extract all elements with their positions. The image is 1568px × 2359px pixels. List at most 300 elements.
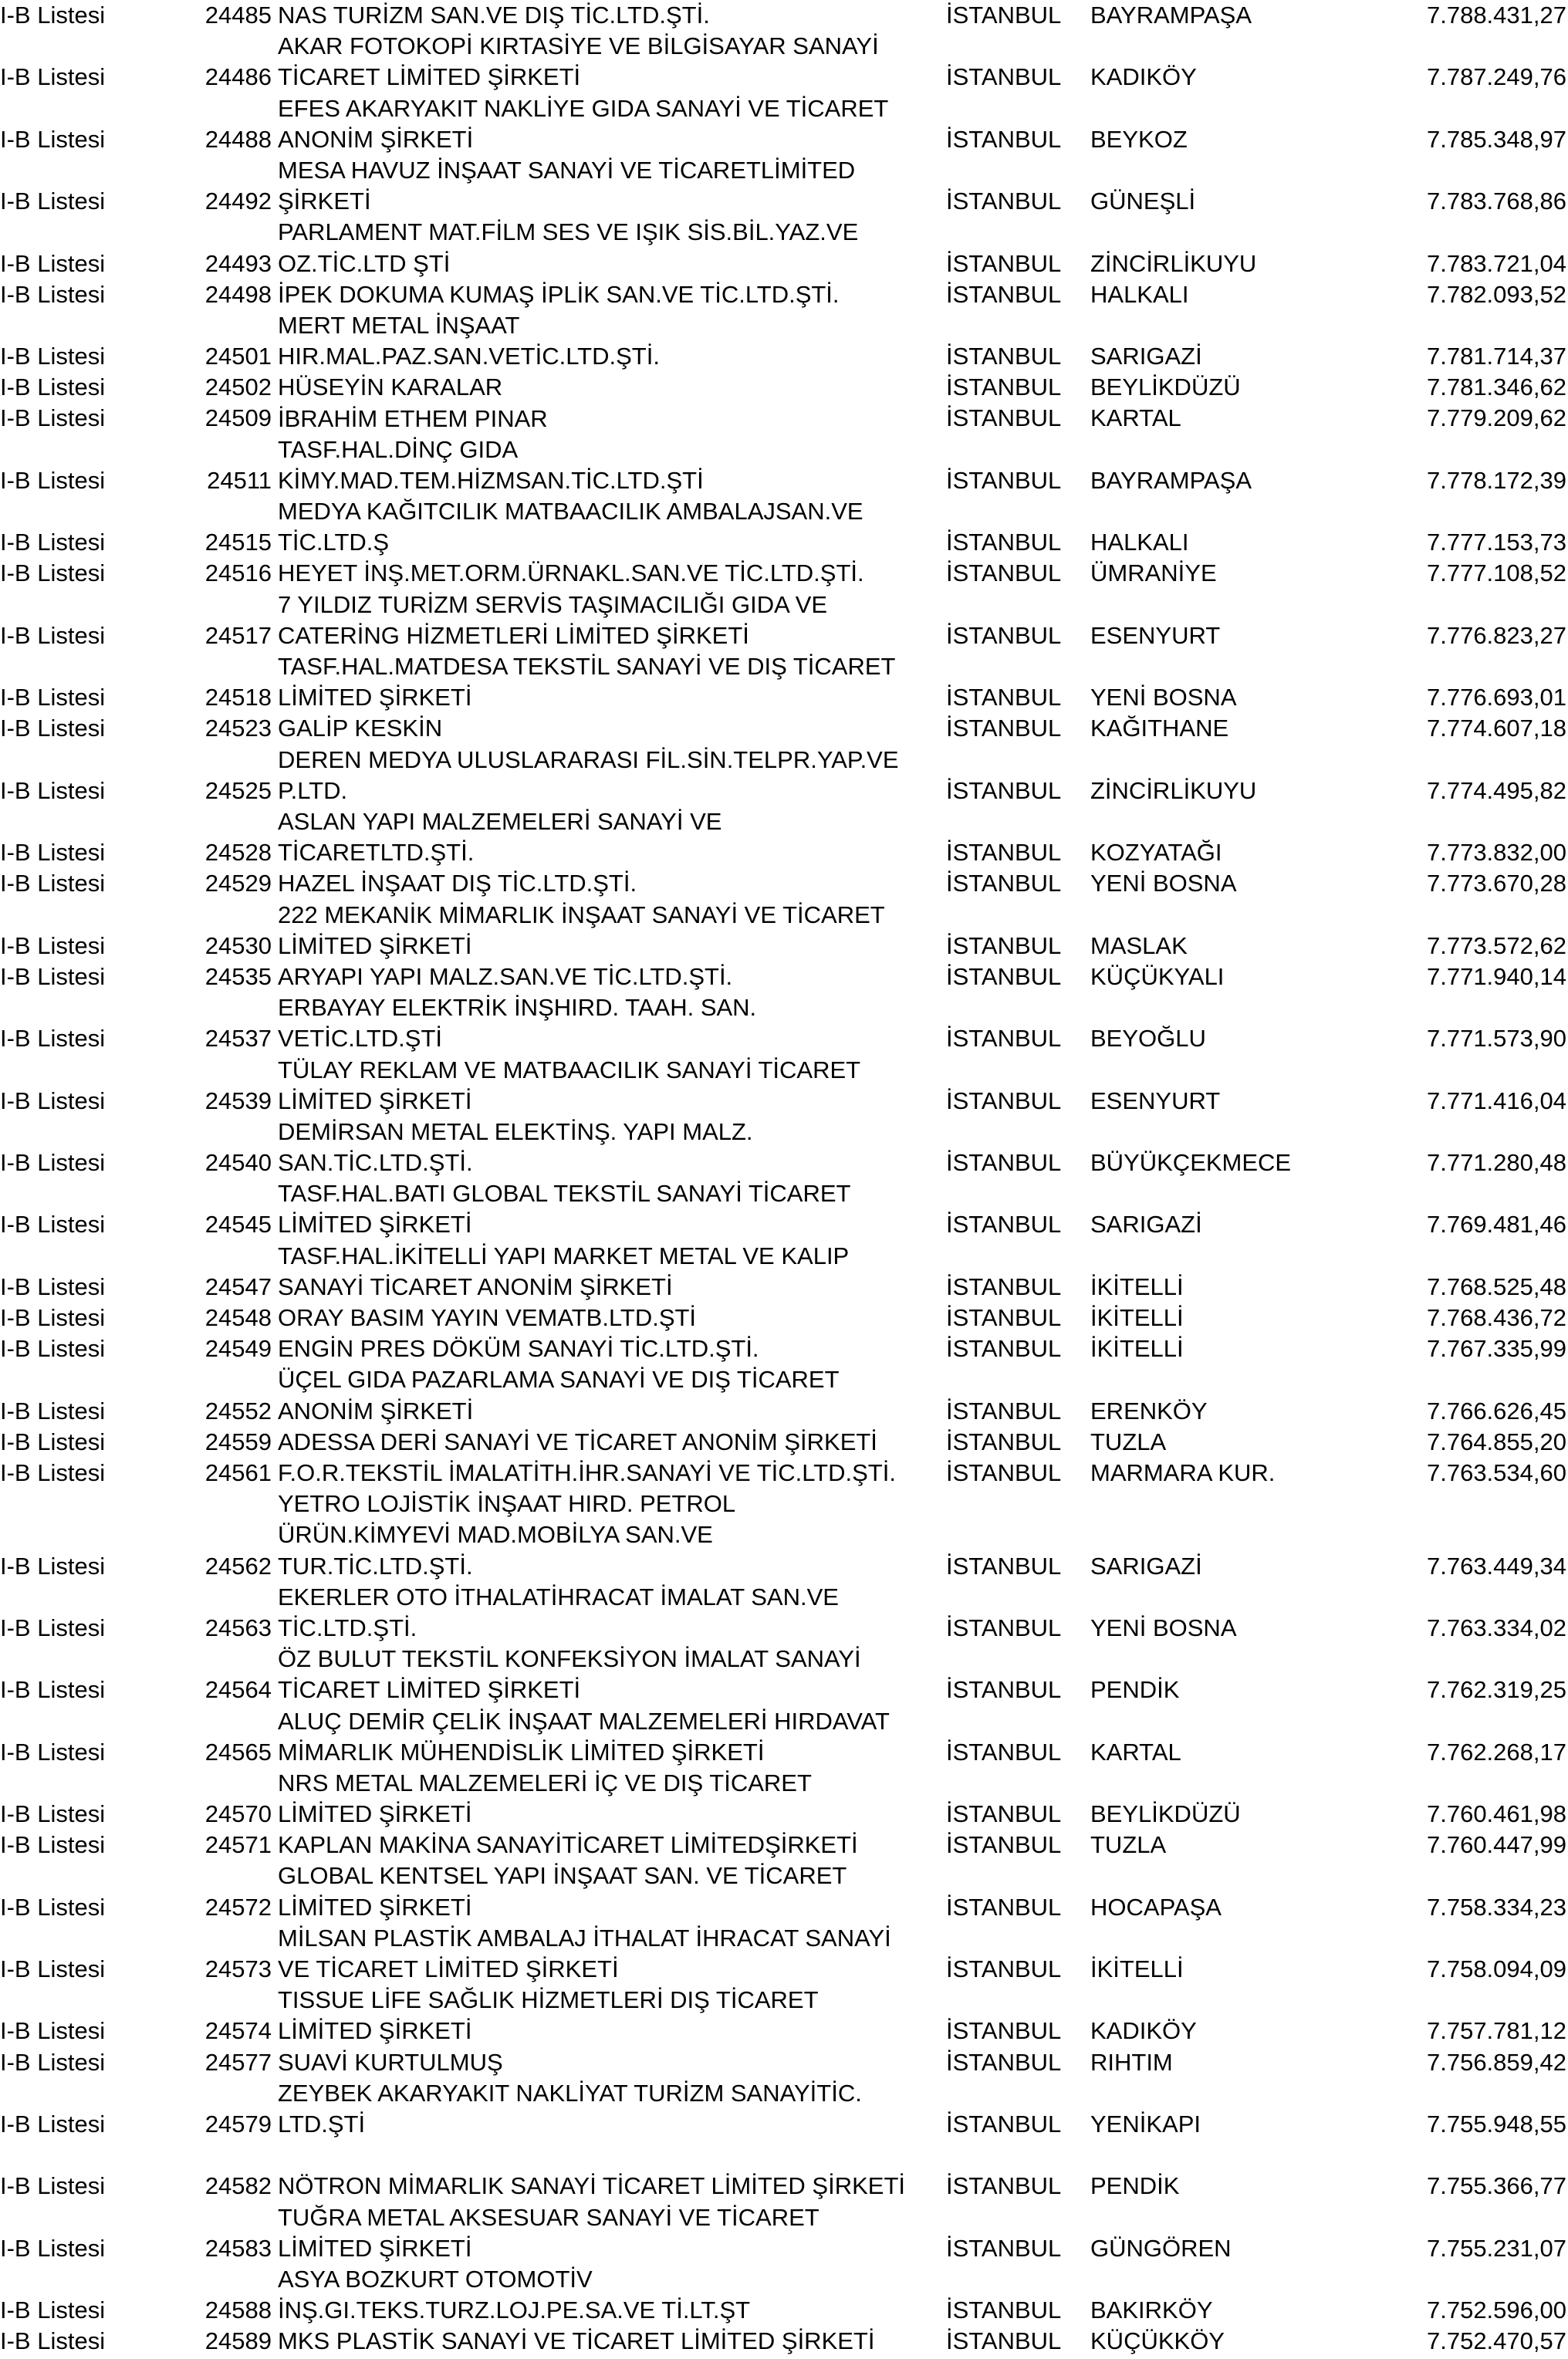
district-cell: KÜÇÜKYALI [1090, 962, 1225, 990]
company-name-line: KİMY.MAD.TEM.HİZMSAN.TİC.LTD.ŞTİ [278, 466, 704, 494]
company-name-cell [272, 2078, 940, 2140]
company-name-cell [272, 2202, 940, 2264]
amount-cell: 7.785.348,97 [1426, 125, 1566, 153]
list-type-cell: I-B Listesi [0, 1614, 106, 1641]
amount-cell: 7.752.470,57 [1426, 2327, 1566, 2355]
city-cell: İSTANBUL [946, 188, 1062, 215]
district-cell: PENDİK [1090, 1676, 1180, 1704]
table-row [0, 1458, 1568, 1489]
registry-number-cell: 24545 [204, 1211, 272, 1239]
company-name-line: ÜRÜN.KİMYEVİ MAD.MOBİLYA SAN.VE [278, 1521, 713, 1549]
company-name-line: ERBAYAY ELEKTRİK İNŞHIRD. TAAH. SAN. [278, 994, 757, 1022]
list-type-cell: I-B Listesi [0, 621, 106, 649]
registry-number-cell: 24574 [204, 2017, 272, 2045]
registry-number-cell: 24565 [204, 1738, 272, 1766]
list-type-cell: I-B Listesi [0, 2, 106, 29]
table-row [0, 2078, 1568, 2140]
company-name-line: HIR.MAL.PAZ.SAN.VETİC.LTD.ŞTİ. [278, 343, 660, 370]
list-type-cell: I-B Listesi [0, 404, 106, 432]
list-type-cell: I-B Listesi [0, 343, 106, 370]
city-cell: İSTANBUL [946, 684, 1062, 711]
company-name-cell [272, 962, 940, 992]
district-cell: HALKALI [1090, 280, 1189, 308]
table-row [0, 806, 1568, 868]
list-type-cell: I-B Listesi [0, 1893, 106, 1921]
city-cell: İSTANBUL [946, 1397, 1062, 1425]
company-name-cell [272, 1303, 940, 1333]
company-name-cell [272, 155, 940, 217]
registry-number-cell: 24511 [207, 466, 272, 494]
city-cell: İSTANBUL [946, 2296, 1062, 2324]
list-type-cell: I-B Listesi [0, 1335, 106, 1363]
city-cell: İSTANBUL [946, 1335, 1062, 1363]
district-cell: ESENYURT [1090, 1087, 1221, 1114]
table-row [0, 745, 1568, 806]
list-type-cell: I-B Listesi [0, 188, 106, 215]
amount-cell: 7.782.093,52 [1426, 280, 1566, 308]
table-row [0, 1489, 1568, 1582]
company-name-line: LİMİTED ŞİRKETİ [278, 1893, 472, 1921]
district-cell: BEYOĞLU [1090, 1025, 1206, 1053]
district-cell: TUZLA [1090, 1831, 1167, 1859]
registry-number-cell: 24488 [204, 125, 272, 153]
company-name-line: TİCARET LİMİTED ŞİRKETİ [278, 1676, 581, 1704]
company-name-cell [272, 1117, 940, 1178]
list-type-cell: I-B Listesi [0, 559, 106, 587]
registry-number-cell: 24549 [204, 1335, 272, 1363]
district-cell: ERENKÖY [1090, 1397, 1208, 1425]
list-type-cell: I-B Listesi [0, 280, 106, 308]
company-name-line: NRS METAL MALZEMELERİ İÇ VE DIŞ TİCARET [278, 1769, 812, 1796]
company-name-cell [272, 404, 940, 434]
table-row [0, 1055, 1568, 1117]
city-cell: İSTANBUL [946, 715, 1062, 742]
company-name-cell [272, 713, 940, 744]
company-name-cell [272, 1055, 940, 1117]
table-row [0, 1303, 1568, 1333]
city-cell: İSTANBUL [946, 1272, 1062, 1300]
company-name-line: HÜSEYİN KARALAR [278, 373, 503, 401]
company-name-line: HAZEL İNŞAAT DIŞ TİC.LTD.ŞTİ. [278, 870, 637, 897]
company-name-cell [272, 217, 940, 279]
list-type-cell: I-B Listesi [0, 2017, 106, 2045]
district-cell: İKİTELLİ [1090, 1272, 1184, 1300]
amount-cell: 7.763.534,60 [1426, 1458, 1566, 1486]
district-cell: GÜNEŞLİ [1090, 188, 1196, 215]
city-cell: İSTANBUL [946, 1428, 1062, 1455]
amount-cell: 7.758.334,23 [1426, 1893, 1566, 1921]
list-type-cell: I-B Listesi [0, 1676, 106, 1704]
amount-cell: 7.783.768,86 [1426, 188, 1566, 215]
company-name-line: LİMİTED ŞİRKETİ [278, 2234, 472, 2262]
city-cell: İSTANBUL [946, 1025, 1062, 1053]
company-name-cell [272, 1644, 940, 1705]
list-type-cell: I-B Listesi [0, 249, 106, 277]
company-name-line: ARYAPI YAPI MALZ.SAN.VE TİC.LTD.ŞTİ. [278, 962, 733, 990]
table-row [0, 1117, 1568, 1178]
district-cell: ÜMRANİYE [1090, 559, 1217, 587]
company-name-line: LİMİTED ŞİRKETİ [278, 1211, 472, 1239]
company-name-line: HEYET İNŞ.MET.ORM.ÜRNAKL.SAN.VE TİC.LTD.ŞTİ. [278, 559, 864, 587]
company-name-line: ÖZ BULUT TEKSTİL KONFEKSİYON İMALAT SANAYİ [278, 1645, 861, 1673]
list-type-cell: I-B Listesi [0, 962, 106, 990]
amount-cell: 7.755.231,07 [1426, 2234, 1566, 2262]
company-name-cell [272, 31, 940, 93]
table-row [0, 310, 1568, 372]
city-cell: İSTANBUL [946, 249, 1062, 277]
table-row [0, 496, 1568, 558]
company-name-cell [272, 1861, 940, 1922]
list-type-cell: I-B Listesi [0, 2327, 106, 2355]
company-name-line: ASYA BOZKURT OTOMOTİV [278, 2265, 593, 2293]
amount-cell: 7.771.940,14 [1426, 962, 1566, 990]
registry-number-cell: 24563 [204, 1614, 272, 1641]
city-cell: İSTANBUL [946, 1211, 1062, 1239]
company-name-cell [272, 1241, 940, 1303]
company-name-cell [272, 496, 940, 558]
company-name-line: LTD.ŞTİ [278, 2110, 366, 2138]
registry-number-cell: 24515 [204, 529, 272, 556]
district-cell: KARTAL [1090, 404, 1181, 432]
list-type-cell: I-B Listesi [0, 870, 106, 897]
registry-number-cell: 24589 [204, 2327, 272, 2355]
city-cell: İSTANBUL [946, 2017, 1062, 2045]
list-type-cell: I-B Listesi [0, 1428, 106, 1455]
company-name-line: DEMİRSAN METAL ELEKTİNŞ. YAPI MALZ. [278, 1117, 753, 1145]
company-name-line: EFES AKARYAKIT NAKLİYE GIDA SANAYİ VE TİCARET [278, 94, 889, 122]
city-cell: İSTANBUL [946, 559, 1062, 587]
amount-cell: 7.778.172,39 [1426, 466, 1566, 494]
city-cell: İSTANBUL [946, 776, 1062, 804]
company-name-line: LİMİTED ŞİRKETİ [278, 1087, 472, 1114]
registry-number-cell: 24517 [204, 621, 272, 649]
table-row [0, 1178, 1568, 1240]
amount-cell: 7.781.714,37 [1426, 343, 1566, 370]
amount-cell: 7.769.481,46 [1426, 1211, 1566, 1239]
company-name-cell [272, 1178, 940, 1240]
list-type-cell: I-B Listesi [0, 63, 106, 91]
amount-cell: 7.768.436,72 [1426, 1304, 1566, 1331]
table-row [0, 1241, 1568, 1303]
list-type-cell: I-B Listesi [0, 1087, 106, 1114]
city-cell: İSTANBUL [946, 343, 1062, 370]
amount-cell: 7.760.461,98 [1426, 1800, 1566, 1828]
company-name-cell [272, 372, 940, 403]
company-name-cell [272, 1364, 940, 1426]
company-name-line: TASF.HAL.MATDESA TEKSTİL SANAYİ VE DIŞ TİCARET [278, 653, 896, 681]
city-cell: İSTANBUL [946, 962, 1062, 990]
list-type-cell: I-B Listesi [0, 466, 106, 494]
table-row [0, 992, 1568, 1054]
amount-cell: 7.763.449,34 [1426, 1552, 1566, 1580]
city-cell: İSTANBUL [946, 621, 1062, 649]
district-cell: SARIGAZİ [1090, 1552, 1202, 1580]
registry-number-cell: 24547 [204, 1272, 272, 1300]
registry-number-cell: 24498 [204, 280, 272, 308]
company-name-line: P.LTD. [278, 776, 348, 804]
registry-number-cell: 24577 [204, 2048, 272, 2076]
table-row [0, 868, 1568, 899]
company-name-cell [272, 745, 940, 806]
table-row [0, 217, 1568, 279]
city-cell: İSTANBUL [946, 1614, 1062, 1641]
list-type-cell: I-B Listesi [0, 684, 106, 711]
table-row [0, 1644, 1568, 1705]
company-name-cell [272, 1830, 940, 1861]
list-type-cell: I-B Listesi [0, 715, 106, 742]
company-name-line: TUR.TİC.LTD.ŞTİ. [278, 1552, 473, 1580]
list-type-cell: I-B Listesi [0, 125, 106, 153]
company-name-line: 7 YILDIZ TURİZM SERVİS TAŞIMACILIĞI GIDA VE [278, 590, 828, 618]
city-cell: İSTANBUL [946, 2048, 1062, 2076]
company-name-line: TISSUE LİFE SAĞLIK HİZMETLERİ DIŞ TİCARET [278, 1986, 819, 2014]
company-name-line: TİCARETLTD.ŞTİ. [278, 839, 475, 867]
company-name-cell [272, 806, 940, 868]
city-cell: İSTANBUL [946, 931, 1062, 959]
district-cell: RIHTIM [1090, 2048, 1173, 2076]
registry-number-cell: 24582 [204, 2172, 272, 2200]
company-name-cell [272, 310, 940, 372]
district-cell: BAYRAMPAŞA [1090, 2, 1252, 29]
registry-number-cell: 24485 [204, 2, 272, 29]
company-name-line: TASF.HAL.BATI GLOBAL TEKSTİL SANAYİ TİCARET [278, 1180, 851, 1208]
amount-cell: 7.756.859,42 [1426, 2048, 1566, 2076]
table-row [0, 1923, 1568, 1985]
table-row [0, 2202, 1568, 2264]
list-type-cell: I-B Listesi [0, 2110, 106, 2138]
table-row [0, 2047, 1568, 2078]
city-cell: İSTANBUL [946, 1087, 1062, 1114]
table-row [0, 900, 1568, 962]
company-name-line: ANONİM ŞİRKETİ [278, 125, 474, 153]
city-cell: İSTANBUL [946, 1800, 1062, 1828]
amount-cell: 7.752.596,00 [1426, 2296, 1566, 2324]
list-type-cell: I-B Listesi [0, 1552, 106, 1580]
district-cell: YENİKAPI [1090, 2110, 1201, 2138]
list-type-cell: I-B Listesi [0, 1211, 106, 1239]
district-cell: İKİTELLİ [1090, 1955, 1184, 1982]
table-row [0, 2264, 1568, 2326]
company-name-cell [272, 1333, 940, 1364]
city-cell: İSTANBUL [946, 1552, 1062, 1580]
registry-number-cell: 24486 [204, 63, 272, 91]
company-name-cell [272, 1427, 940, 1458]
list-type-cell: I-B Listesi [0, 1831, 106, 1859]
amount-cell: 7.788.431,27 [1426, 2, 1566, 29]
registry-number-cell: 24562 [204, 1552, 272, 1580]
table-row [0, 403, 1568, 434]
company-name-line: ŞİRKETİ [278, 188, 371, 215]
district-cell: KOZYATAĞI [1090, 839, 1222, 867]
city-cell: İSTANBUL [946, 529, 1062, 556]
company-name-cell [272, 558, 940, 589]
city-cell: İSTANBUL [946, 1676, 1062, 1704]
company-name-cell [272, 900, 940, 962]
company-name-cell [272, 2047, 940, 2078]
district-cell: İKİTELLİ [1090, 1335, 1184, 1363]
company-name-line: KAPLAN MAKİNA SANAYİTİCARET LİMİTEDŞİRKETİ [278, 1831, 858, 1859]
amount-cell: 7.766.626,45 [1426, 1397, 1566, 1425]
table-row [0, 558, 1568, 589]
company-name-line: TİC.LTD.ŞTİ. [278, 1614, 417, 1641]
company-name-line: MİLSAN PLASTİK AMBALAJ İTHALAT İHRACAT SANAYİ [278, 1924, 891, 1952]
company-name-line: ORAY BASIM YAYIN VEMATB.LTD.ŞTİ [278, 1304, 697, 1332]
registry-number-cell: 24493 [204, 249, 272, 277]
company-name-cell [272, 992, 940, 1054]
amount-cell: 7.757.781,12 [1426, 2017, 1566, 2045]
city-cell: İSTANBUL [946, 1955, 1062, 1982]
amount-cell: 7.773.572,62 [1426, 931, 1566, 959]
city-cell: İSTANBUL [946, 839, 1062, 867]
table-row [0, 1333, 1568, 1364]
table-row [0, 372, 1568, 403]
amount-cell: 7.760.447,99 [1426, 1831, 1566, 1859]
registry-number-cell: 24530 [204, 931, 272, 959]
city-cell: İSTANBUL [946, 373, 1062, 401]
company-name-line: PARLAMENT MAT.FİLM SES VE IŞIK SİS.BİL.YAZ.VE [278, 218, 859, 246]
amount-cell: 7.776.693,01 [1426, 684, 1566, 711]
company-name-line: VETİC.LTD.ŞTİ [278, 1025, 443, 1053]
company-name-line: GLOBAL KENTSEL YAPI İNŞAAT SAN. VE TİCARET [278, 1862, 847, 1890]
company-name-line: VE TİCARET LİMİTED ŞİRKETİ [278, 1955, 619, 1983]
district-cell: KADIKÖY [1090, 63, 1197, 91]
company-name-line: GALİP KESKİN [278, 715, 443, 742]
registry-number-cell: 24502 [204, 373, 272, 401]
list-type-cell: I-B Listesi [0, 1304, 106, 1331]
registry-number-cell: 24573 [204, 1955, 272, 1982]
company-name-line: 222 MEKANİK MİMARLIK İNŞAAT SANAYİ VE TİCARET [278, 901, 885, 928]
company-name-line: NÖTRON MİMARLIK SANAYİ TİCARET LİMİTED ŞİRKETİ [278, 2172, 906, 2200]
city-cell: İSTANBUL [946, 1149, 1062, 1177]
city-cell: İSTANBUL [946, 2, 1062, 29]
city-cell: İSTANBUL [946, 1458, 1062, 1486]
company-name-line: İPEK DOKUMA KUMAŞ İPLİK SAN.VE TİC.LTD.ŞTİ. [278, 280, 840, 308]
registry-number-cell: 24552 [204, 1397, 272, 1425]
company-name-line: ENGİN PRES DÖKÜM SANAYİ TİC.LTD.ŞTİ. [278, 1335, 759, 1363]
city-cell: İSTANBUL [946, 1304, 1062, 1331]
company-name-line: MİMARLIK MÜHENDİSLİK LİMİTED ŞİRKETİ [278, 1738, 765, 1766]
company-name-line: CATERİNG HİZMETLERİ LİMİTED ŞİRKETİ [278, 621, 749, 649]
company-name-line: F.O.R.TEKSTİL İMALATİTH.İHR.SANAYİ VE TİC.LTD.ŞTİ. [278, 1459, 896, 1486]
company-name-line: İNŞ.GI.TEKS.TURZ.LOJ.PE.SA.VE Tİ.LT.ŞT [278, 2296, 751, 2324]
city-cell: İSTANBUL [946, 1831, 1062, 1859]
amount-cell: 7.773.670,28 [1426, 870, 1566, 897]
registry-number-cell: 24535 [204, 962, 272, 990]
district-cell: BEYLİKDÜZÜ [1090, 1800, 1241, 1828]
company-name-line [278, 2140, 940, 2171]
district-cell: YENİ BOSNA [1090, 1614, 1237, 1641]
district-cell: TUZLA [1090, 1428, 1167, 1455]
table-row [0, 1830, 1568, 1861]
company-name-cell [272, 434, 940, 496]
district-cell: BAYRAMPAŞA [1090, 466, 1252, 494]
list-type-cell: I-B Listesi [0, 1738, 106, 1766]
company-name-line: SAN.TİC.LTD.ŞTİ. [278, 1149, 473, 1177]
city-cell: İSTANBUL [946, 2172, 1062, 2200]
company-name-cell [272, 1985, 940, 2046]
district-cell: ZİNCİRLİKUYU [1090, 776, 1257, 804]
list-type-cell: I-B Listesi [0, 2048, 106, 2076]
district-cell: MASLAK [1090, 931, 1188, 959]
registry-number-cell: 24492 [204, 188, 272, 215]
registry-number-cell: 24564 [204, 1676, 272, 1704]
list-type-cell: I-B Listesi [0, 373, 106, 401]
registry-number-cell: 24539 [204, 1087, 272, 1114]
list-type-cell: I-B Listesi [0, 1272, 106, 1300]
amount-cell: 7.762.319,25 [1426, 1676, 1566, 1704]
company-name-line: ADESSA DERİ SANAYİ VE TİCARET ANONİM ŞİRKETİ [278, 1428, 877, 1455]
district-cell: BAKIRKÖY [1090, 2296, 1213, 2324]
registry-number-cell: 24501 [204, 343, 272, 370]
list-type-cell: I-B Listesi [0, 839, 106, 867]
company-name-line: YETRO LOJİSTİK İNŞAAT HIRD. PETROL [278, 1490, 736, 1518]
table-row [0, 93, 1568, 155]
amount-cell: 7.771.416,04 [1426, 1087, 1566, 1114]
company-name-line: ZEYBEK AKARYAKIT NAKLİYAT TURİZM SANAYİTİC. [278, 2079, 862, 2107]
registry-number-cell: 24561 [204, 1458, 272, 1486]
city-cell: İSTANBUL [946, 404, 1062, 432]
registry-number-cell: 24579 [204, 2110, 272, 2138]
registry-number-cell: 24509 [204, 404, 272, 432]
company-name-line: EKERLER OTO İTHALATİHRACAT İMALAT SAN.VE [278, 1583, 839, 1610]
district-cell: YENİ BOSNA [1090, 684, 1237, 711]
registry-number-cell: 24518 [204, 684, 272, 711]
table-row [0, 279, 1568, 310]
amount-cell: 7.771.280,48 [1426, 1149, 1566, 1177]
district-cell: İKİTELLİ [1090, 1304, 1184, 1331]
table-row [0, 155, 1568, 217]
registry-number-cell: 24540 [204, 1149, 272, 1177]
company-name-cell [272, 1706, 940, 1768]
city-cell: İSTANBUL [946, 2110, 1062, 2138]
district-cell: BEYKOZ [1090, 125, 1188, 153]
registry-number-cell: 24523 [204, 715, 272, 742]
company-name-cell [272, 2326, 940, 2357]
amount-cell: 7.755.366,77 [1426, 2172, 1566, 2200]
table-row [0, 434, 1568, 496]
district-cell: ESENYURT [1090, 621, 1221, 649]
district-cell: HALKALI [1090, 529, 1189, 556]
company-name-line: MESA HAVUZ İNŞAAT SANAYİ VE TİCARETLİMİTED [278, 156, 856, 184]
list-type-cell: I-B Listesi [0, 1800, 106, 1828]
list-type-cell: I-B Listesi [0, 529, 106, 556]
city-cell: İSTANBUL [946, 280, 1062, 308]
list-type-cell: I-B Listesi [0, 776, 106, 804]
amount-cell: 7.755.948,55 [1426, 2110, 1566, 2138]
amount-cell: 7.783.721,04 [1426, 249, 1566, 277]
list-type-cell: I-B Listesi [0, 1955, 106, 1982]
table-row [0, 2140, 1568, 2202]
district-cell: GÜNGÖREN [1090, 2234, 1232, 2262]
company-name-cell [272, 2264, 940, 2326]
list-type-cell: I-B Listesi [0, 2234, 106, 2262]
district-cell: ZİNCİRLİKUYU [1090, 249, 1257, 277]
district-cell: SARIGAZİ [1090, 1211, 1202, 1239]
amount-cell: 7.771.573,90 [1426, 1025, 1566, 1053]
amount-cell: 7.781.346,62 [1426, 373, 1566, 401]
company-name-line: TÜLAY REKLAM VE MATBAACILIK SANAYİ TİCARET [278, 1056, 861, 1083]
city-cell: İSTANBUL [946, 870, 1062, 897]
company-name-line: OZ.TİC.LTD ŞTİ [278, 249, 451, 277]
company-name-cell [272, 590, 940, 651]
list-type-cell: I-B Listesi [0, 2296, 106, 2324]
table-row [0, 590, 1568, 651]
table-row [0, 2326, 1568, 2357]
registry-number-cell: 24583 [204, 2234, 272, 2262]
district-cell: YENİ BOSNA [1090, 870, 1237, 897]
registry-number-cell: 24571 [204, 1831, 272, 1859]
list-type-cell: I-B Listesi [0, 2172, 106, 2200]
